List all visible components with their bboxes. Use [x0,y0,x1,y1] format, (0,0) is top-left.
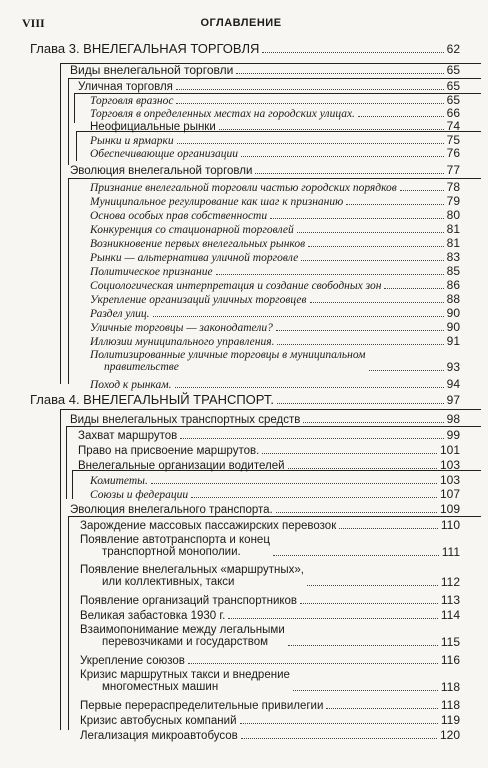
toc-entry-text: Социологическая интерпретация и создание свободных зон [90,279,382,292]
toc-entry-section[interactable] [70,413,460,426]
toc-page: 109 [439,502,460,516]
toc-page: 112 [440,574,460,589]
toc-entry-item[interactable] [90,107,460,120]
toc-entry-text [80,564,304,589]
toc-entry-text [80,669,290,694]
toc-page: 103 [439,458,460,472]
toc-entry-item[interactable] [90,237,460,250]
toc-entry-item[interactable] [90,195,460,208]
toc-entry-text: Торговля в определенных местах на городских улицах. [90,107,355,120]
leader-dots [180,438,443,439]
leader-dots [307,585,438,586]
toc-entry-item[interactable] [90,321,460,334]
leader-dots [346,204,443,205]
toc-page: 116 [440,653,460,667]
toc-entry-text: Торговля вразнос [90,94,174,107]
leader-dots [326,708,437,709]
toc-entry-subsection[interactable] [90,120,460,133]
toc-page: 80 [446,208,460,222]
toc-entry-text: Политическое признание [90,265,213,278]
leader-dots [175,387,444,388]
toc-entry-section[interactable] [70,164,460,177]
toc-page: 107 [439,487,460,501]
toc-entry-text: Уличные торговцы — законодатели? [90,321,273,334]
leader-dots [308,246,444,247]
toc-entry-line2: многоместных машин [102,681,219,694]
toc-entry-text: Конкуренция со стационарной торговлей [90,223,294,236]
toc-entry-text: Глава 4. ВНЕЛЕГАЛЬНЫЙ ТРАНСПОРТ. [30,392,274,407]
toc-page: 99 [446,428,460,442]
toc-entry-item[interactable] [90,474,460,487]
toc-entry-section[interactable] [70,64,460,77]
toc-page: 78 [446,180,460,194]
toc-entry-text: Обеспечивающие организации [90,147,238,160]
toc-entry-item[interactable] [80,564,460,589]
toc-entry-text: Возникновение первых внелегальных рынков [90,237,306,250]
toc-page: 98 [446,412,460,426]
toc-page: 119 [440,713,460,727]
leader-dots [191,497,437,498]
toc-entry-item[interactable] [90,94,460,107]
toc-page: 85 [446,264,460,278]
running-title: ОГЛАВЛЕНИЕ [200,17,282,29]
leader-dots [241,156,444,157]
toc-entry-text: Рынки — альтернатива уличной торговле [90,251,299,264]
toc-page: 101 [439,443,460,457]
page-number: VIII [22,16,45,30]
toc-entry-text: Кризис автобусных компаний [80,714,237,727]
leader-dots [176,103,443,104]
toc-page: 65 [446,93,460,107]
toc-entry-item[interactable] [80,519,460,532]
toc-entry-text: Эволюция внелегальной торговли [70,164,253,177]
toc-entry-text: Поход к рынкам. [90,378,172,391]
toc-entry-text: Укрепление союзов [80,654,185,667]
toc-entry-item[interactable] [80,669,460,694]
toc-entry-text [90,349,366,374]
toc-entry-item[interactable] [80,699,460,712]
toc-entry-item[interactable] [90,134,460,147]
toc-entry-subsection[interactable] [78,459,460,472]
toc-page: 97 [446,393,460,408]
toc-entry-text: Рынки и ярмарки [90,134,174,147]
toc-entry-text: Великая забастовка 1930 г. [80,609,226,622]
toc-entry-item[interactable] [90,307,460,320]
leader-dots [240,723,438,724]
toc-entry-subsection[interactable] [78,429,460,442]
toc-page: 88 [446,292,460,306]
toc-entry-text: Комитеты. [90,474,148,487]
toc-entry-item[interactable] [80,654,460,667]
toc-page: 65 [446,63,460,77]
toc-entry-item[interactable] [80,729,460,742]
toc-entry-item[interactable] [90,335,460,348]
toc-entry-chapter-3[interactable] [30,42,460,56]
leader-dots [236,73,443,74]
toc-page: 65 [446,79,460,93]
toc-entry-text: Основа особых прав собственности [90,209,268,222]
leader-dots [228,618,438,619]
leader-dots [288,468,437,469]
toc-entry-line1: Кризис маршрутных такси и внедрение [80,669,290,681]
toc-entry-text: Признание внелегальной торговли частью городских порядков [90,181,397,194]
toc-page: 76 [446,146,460,160]
toc-entry-text: Муниципальное регулирование как шаг к признанию [90,195,344,208]
toc-entry-item[interactable] [80,534,460,559]
toc-page: 91 [446,334,460,348]
toc-entry-text: Захват маршрутов [78,429,178,442]
toc-entry-item[interactable] [90,265,460,278]
leader-dots [176,89,444,90]
leader-dots [384,288,443,289]
leader-dots [277,403,444,404]
toc-entry-item[interactable] [90,293,460,306]
toc-entry-item[interactable] [90,209,460,222]
leader-dots [177,143,444,144]
leader-dots [276,330,444,331]
leader-dots [276,512,437,513]
toc-page: 79 [446,194,460,208]
toc-entry-line2: правительстве [104,361,179,374]
toc-entry-text: Союзы и федерации [90,488,189,501]
toc-entry-text: Укрепление организаций уличных торговцев [90,293,307,306]
toc-page: 94 [446,377,460,391]
toc-entry-text [80,624,285,649]
toc-entry-line2: или коллективных, такси [102,576,235,589]
toc-entry-text: Виды внелегальных транспортных средств [70,413,301,426]
leader-dots [288,645,438,646]
toc-page: 81 [446,236,460,250]
toc-entry-line1: Появление внелегальных «маршрутных», [80,564,304,576]
leader-dots [151,483,437,484]
toc-entry-text: Раздел улиц. [90,307,150,320]
leader-dots [262,453,437,454]
toc-entry-chapter-4[interactable] [30,393,460,407]
leader-dots [273,555,439,556]
leader-dots [300,603,438,604]
toc-entry-text: Эволюция внелегального транспорта. [70,503,273,516]
toc-entry-text [80,534,270,559]
leader-dots [188,663,438,664]
leader-dots [262,52,443,53]
toc-entry-text: Неофициальные рынки [90,120,216,133]
toc-entry-line2: перевозчиками и государством [102,636,269,649]
leader-dots [301,260,443,261]
toc-entry-text: Виды внелегальной торговли [70,63,234,77]
toc-page: 103 [439,473,460,487]
leader-dots [293,690,438,691]
toc-entry-text: Право на присвоение маршрутов. [78,444,260,457]
toc-entry-text: Уличная торговля [78,80,173,93]
toc-entry-line1: Появление автотранспорта и конец [80,534,270,546]
toc-entry-text: Глава 3. ВНЕЛЕГАЛЬНАЯ ТОРГОВЛЯ [30,41,260,56]
toc-entry-item[interactable] [90,223,460,236]
toc-page: 114 [440,608,460,622]
leader-dots [303,422,443,423]
toc-entry-item[interactable] [80,714,460,727]
toc-entry-item[interactable] [90,251,460,264]
toc-entry-item[interactable] [80,624,460,649]
toc-page: 86 [446,278,460,292]
toc-entry-line1: Взаимопонимание между легальными [80,624,285,636]
toc-entry-subsection[interactable] [78,80,460,93]
toc-page: 120 [439,728,460,742]
toc-entry-item[interactable] [90,378,460,391]
toc-entry-text: Иллюзии муниципального управления. [90,335,275,348]
toc-page: 90 [446,306,460,320]
toc-page: 118 [440,698,460,712]
leader-dots [219,129,444,130]
leader-dots [270,218,444,219]
leader-dots [297,232,444,233]
toc-entry-item[interactable] [90,349,460,374]
leader-dots [255,173,443,174]
toc-page: 111 [441,544,460,559]
toc-page: 115 [440,634,460,649]
toc-page: 90 [446,320,460,334]
toc-entry-item[interactable] [80,594,460,607]
toc-entry-text: Появление организаций транспортников [80,594,298,607]
running-header [22,14,460,34]
toc-page: 83 [446,250,460,264]
toc-page: 75 [446,133,460,147]
toc-page: 74 [446,119,460,133]
toc-entry-item[interactable] [80,609,460,622]
toc-page: 113 [440,593,460,607]
toc-entry-text: Легализация микроавтобусов [80,729,238,742]
toc-entry-subsection[interactable] [78,444,460,457]
toc-entry-item[interactable] [90,488,460,501]
toc-page: 66 [446,106,460,120]
toc-page: 118 [440,679,460,694]
toc-page: 77 [446,163,460,177]
toc-page: 93 [446,359,460,374]
leader-dots [339,528,438,529]
toc-page: 81 [446,222,460,236]
leader-dots [358,116,444,117]
leader-dots [369,370,444,371]
leader-dots [153,316,444,317]
leader-dots [216,274,444,275]
toc-entry-item[interactable] [90,181,460,194]
toc-page: 62 [446,42,460,57]
toc-entry-item[interactable] [90,279,460,292]
leader-dots [277,344,443,345]
toc-entry-text: Внелегальные организации водителей [78,459,285,472]
leader-dots [400,190,444,191]
toc-entry-text: Первые перераспределительные привилегии [80,699,324,712]
toc-entry-item[interactable] [90,147,460,160]
toc-entry-line1: Политизированные уличные торговцы в муниципальном [90,349,366,361]
leader-dots [310,302,444,303]
toc-entry-section[interactable] [70,503,460,516]
toc-entry-text: Зарождение массовых пассажирских перевозок [80,519,337,532]
toc-entry-line2: транспортной монополии. [102,546,241,559]
leader-dots [241,738,437,739]
toc-page: 110 [440,518,460,532]
